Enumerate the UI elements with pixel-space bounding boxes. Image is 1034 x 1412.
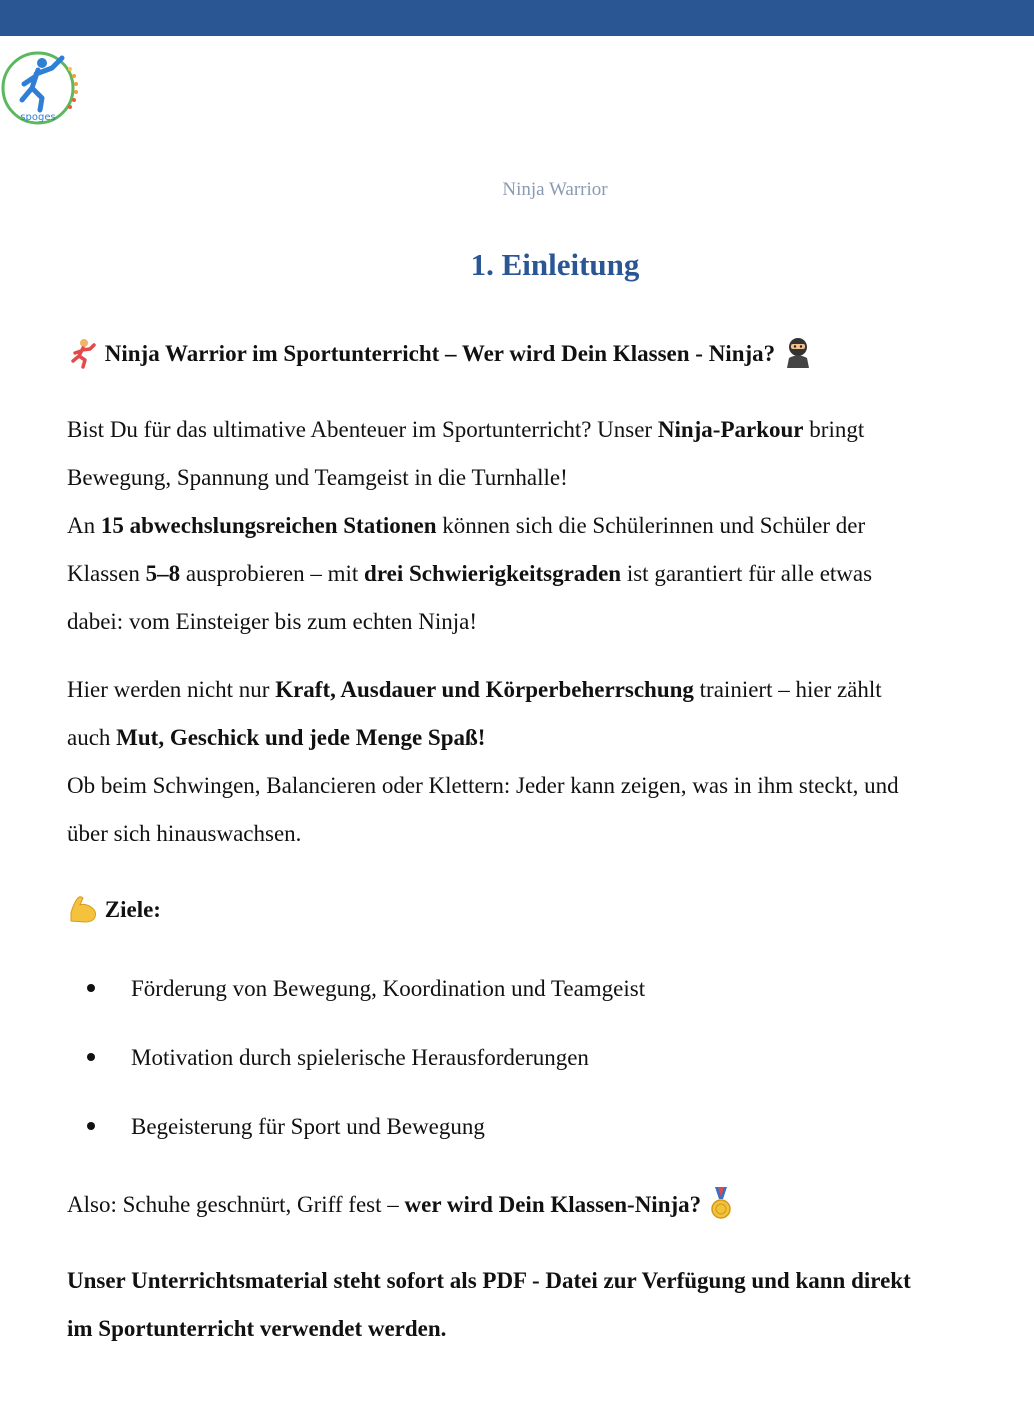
ninja-icon (781, 336, 815, 370)
document-title: Ninja Warrior (502, 179, 608, 200)
top-bar (0, 0, 1034, 36)
closing-line: Also: Schuhe geschnürt, Griff fest – wer wird Dein Klassen-Ninja? (67, 1181, 992, 1229)
availability-note: Unser Unterrichtsmaterial steht sofort als PDF - Datei zur Verfügung und kann direkt im Sportunterricht verwendet werden. (67, 1268, 911, 1341)
intro-paragraph: Bist Du für das ultimative Abenteuer im Sportunterricht? Unser Ninja-Parkour bringt Bewegung, Spannung und Teamgeist in die Turnhalle! An 15 abwechslungsreichen Stationen können sich die Schülerinnen und Schüler der Klassen 5–8 ausprobieren – mit drei Schwierigkeitsgraden ist garantiert für alle etwas dabei: vom Einsteiger bis zum echten Ninja! (67, 417, 873, 634)
section-heading: 1. Einleitung (470, 247, 640, 282)
svg-text:spoges: spoges (20, 112, 56, 123)
list-item: Motivation durch spielerische Herausforderungen (67, 1023, 992, 1092)
flexed-biceps-icon (67, 893, 99, 925)
skills-paragraph: Hier werden nicht nur Kraft, Ausdauer und Körperbeherrschung trainiert – hier zählt auch Mut, Geschick und jede Menge Spaß! Ob beim Schwingen, Balancieren oder Klettern: Jeder kann zeigen, was in ihm steckt, und über sich hinauswachsen. (67, 677, 899, 846)
medal-icon (707, 1187, 735, 1221)
headline: Ninja Warrior im Sportunterricht – Wer wird Dein Klassen - Ninja? (67, 330, 992, 378)
list-item: Förderung von Bewegung, Koordination und Teamgeist (67, 954, 992, 1023)
goals-heading: Ziele: (67, 886, 992, 934)
list-item: Begeisterung für Sport und Bewegung (67, 1092, 992, 1161)
spoges-logo (0, 46, 84, 130)
running-person-icon (67, 337, 99, 369)
content (67, 330, 992, 1353)
goals-list (67, 954, 992, 1161)
